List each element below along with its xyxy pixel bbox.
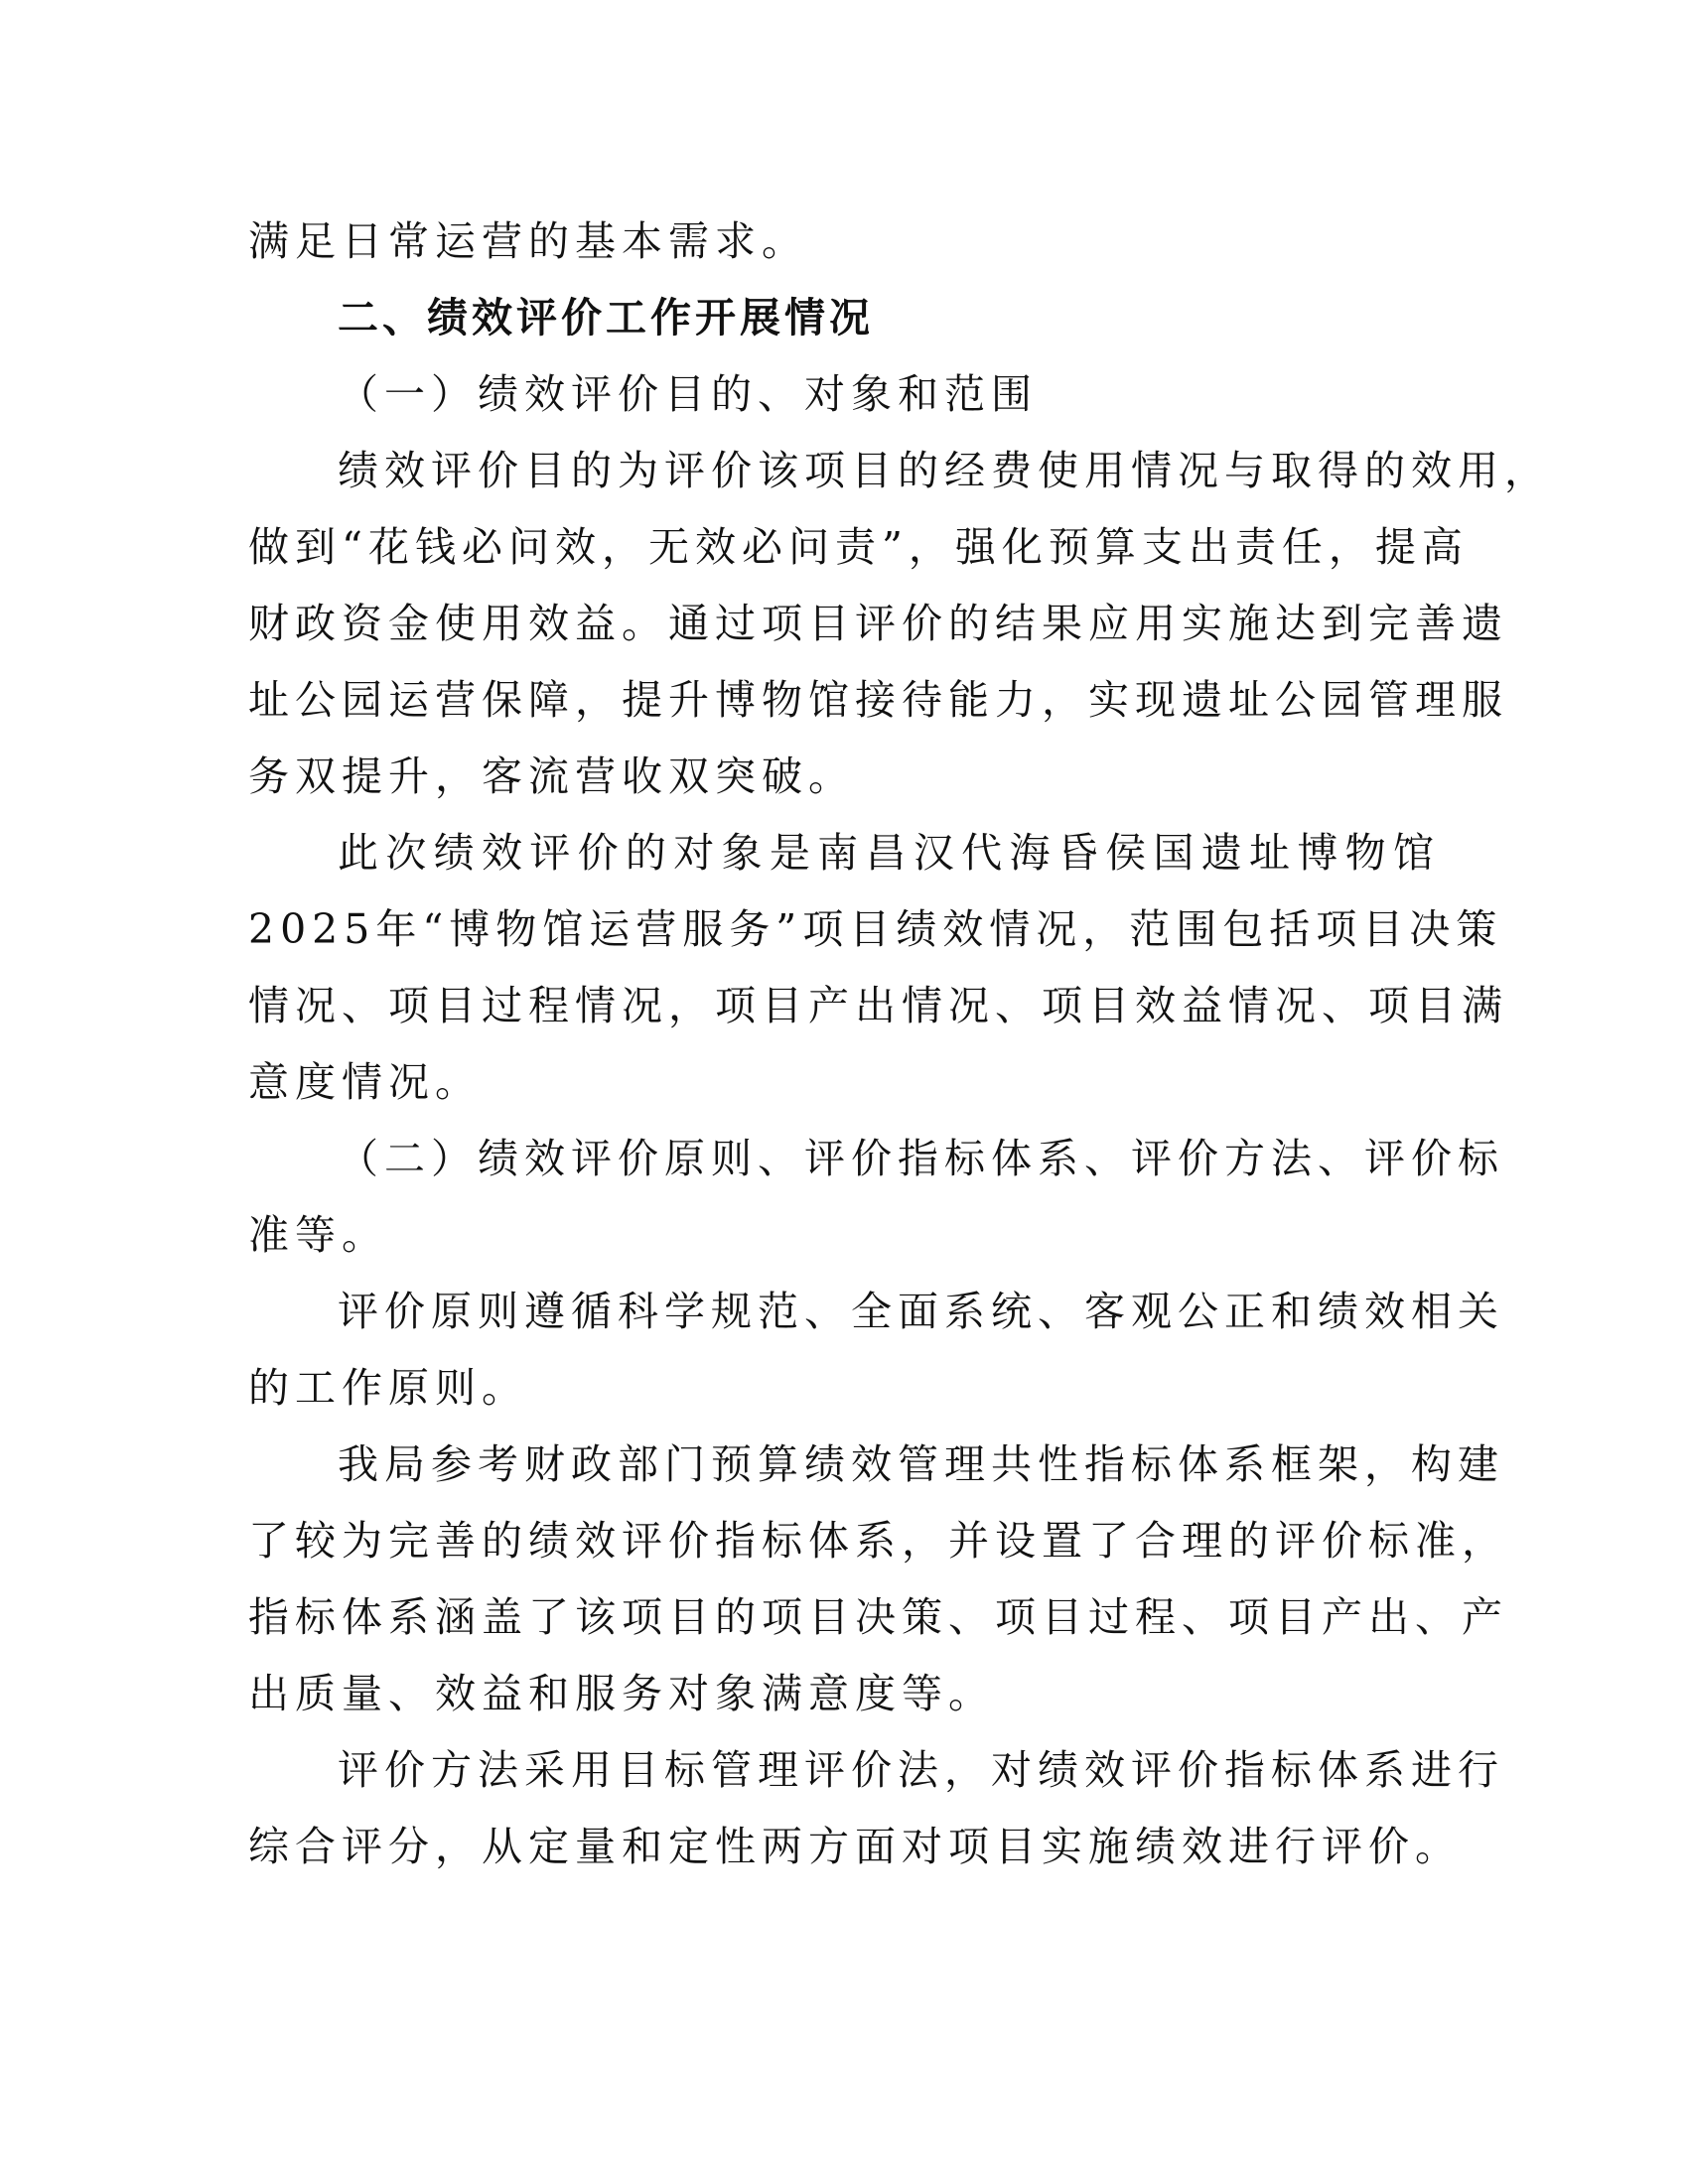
paragraph-line: 址公园运营保障，提升博物馆接待能力，实现遗址公园管理服 [248, 676, 1508, 724]
paragraph-line: 财政资金使用效益。通过项目评价的结果应用实施达到完善遗 [248, 600, 1508, 647]
subsection-heading: （一）绩效评价目的、对象和范围 [338, 370, 1038, 418]
paragraph-line: 综合评分，从定量和定性两方面对项目实施绩效进行评价。 [248, 1823, 1462, 1870]
subsection-heading-continuation: 准等。 [248, 1211, 388, 1259]
paragraph-line: 指标体系涵盖了该项目的项目决策、项目过程、项目产出、产 [248, 1593, 1508, 1641]
paragraph-line: 了较为完善的绩效评价指标体系，并设置了合理的评价标准， [248, 1517, 1508, 1565]
paragraph-line: 意度情况。 [248, 1058, 482, 1106]
paragraph-line: 务双提升，客流营收双突破。 [248, 752, 855, 800]
paragraph-line: 绩效评价目的为评价该项目的经费使用情况与取得的效用， [338, 447, 1551, 494]
paragraph-line: 情况、项目过程情况，项目产出情况、项目效益情况、项目满 [248, 982, 1508, 1029]
paragraph-line: 2025年“博物馆运营服务”项目绩效情况，范围包括项目决策 [248, 905, 1503, 953]
paragraph-line: 此次绩效评价的对象是南昌汉代海昏侯国遗址博物馆 [338, 829, 1440, 877]
subsection-heading: （二）绩效评价原则、评价指标体系、评价方法、评价标 [338, 1135, 1504, 1182]
paragraph-line: 我局参考财政部门预算绩效管理共性指标体系框架，构建 [338, 1440, 1504, 1488]
section-heading: 二、绩效评价工作开展情况 [338, 294, 874, 341]
paragraph-line: 出质量、效益和服务对象满意度等。 [248, 1670, 995, 1717]
paragraph-line: 做到“花钱必问效，无效必问责”，强化预算支出责任，提高 [248, 523, 1469, 571]
paragraph-line: 评价原则遵循科学规范、全面系统、客观公正和绩效相关 [338, 1288, 1504, 1335]
document-body [248, 204, 1551, 1885]
paragraph-line: 的工作原则。 [248, 1364, 528, 1412]
paragraph-line: 评价方法采用目标管理评价法，对绩效评价指标体系进行 [338, 1746, 1504, 1794]
paragraph-line-continuation: 满足日常运营的基本需求。 [248, 217, 808, 265]
